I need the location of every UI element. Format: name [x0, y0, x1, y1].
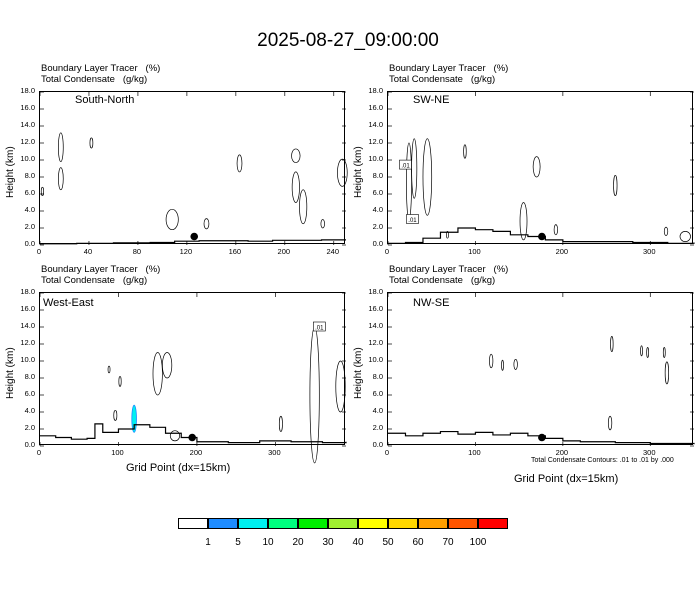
colorbar	[178, 518, 508, 529]
plot-frame-west-east	[39, 292, 345, 445]
colorbar-label: 60	[412, 537, 424, 548]
condensate-contour	[647, 347, 649, 357]
condensate-contour	[292, 149, 301, 163]
tracer-field-label: Boundary Layer Tracer (%)	[389, 63, 509, 74]
condensate-contour	[489, 354, 492, 368]
y-tick-label: 12.0	[20, 137, 35, 146]
x-tick-label: 200	[555, 448, 569, 457]
y-tick-label: 10.0	[20, 154, 35, 163]
y-tick-label: 0.0	[24, 239, 35, 248]
condensate-contour	[423, 139, 432, 216]
condensate-contour	[108, 366, 110, 373]
colorbar-swatch	[178, 518, 208, 529]
condensate-contour	[90, 138, 93, 148]
condensate-contour	[237, 155, 242, 172]
location-marker	[538, 233, 546, 241]
x-tick-label: 40	[83, 247, 93, 256]
panel-header-south-north	[41, 63, 160, 85]
location-marker	[190, 233, 198, 241]
y-axis-label: Height (km)	[5, 145, 16, 198]
y-tick-label: 10.0	[20, 355, 35, 364]
y-axis-label: Height (km)	[353, 145, 364, 198]
condensate-contour	[170, 431, 179, 441]
condensate-contour	[204, 219, 209, 229]
y-tick-label: 12.0	[20, 338, 35, 347]
condensate-contour	[114, 410, 117, 420]
condensate-contour	[292, 172, 299, 203]
y-tick-label: 14.0	[20, 120, 35, 129]
colorbar-swatch	[388, 518, 418, 529]
x-tick-label: 100	[468, 247, 481, 256]
y-tick-label: 8.0	[24, 171, 35, 180]
y-tick-label: 16.0	[20, 103, 35, 112]
x-axis-label: Grid Point (dx=15km)	[126, 462, 231, 474]
panel-label-west-east: West-East	[43, 297, 94, 309]
y-tick-label: 0.0	[372, 440, 383, 449]
condensate-contour	[58, 133, 63, 162]
svg-text:.01: .01	[315, 325, 324, 332]
condensate-contour	[406, 143, 411, 220]
y-tick-label: 16.0	[368, 103, 383, 112]
condensate-field-label: Total Condensate (g/kg)	[41, 275, 148, 286]
colorbar-swatch	[298, 518, 328, 529]
main-title: 2025-08-27_09:00:00	[257, 30, 439, 51]
y-tick-label: 18.0	[20, 287, 35, 296]
plot-frame-nw-se	[387, 292, 693, 445]
colorbar-label: 10	[262, 537, 274, 548]
y-tick-label: 16.0	[20, 304, 35, 313]
x-tick-label: 200	[277, 247, 291, 256]
y-tick-label: 4.0	[372, 406, 383, 415]
y-tick-label: 6.0	[24, 188, 35, 197]
svg-text:.01: .01	[401, 163, 410, 170]
x-tick-label: 200	[555, 247, 569, 256]
y-axis-label: Height (km)	[5, 346, 16, 399]
y-tick-label: 12.0	[368, 338, 383, 347]
y-tick-label: 8.0	[372, 372, 383, 381]
y-tick-label: 18.0	[368, 287, 383, 296]
x-tick-label: 300	[643, 247, 656, 256]
tracer-field-label: Boundary Layer Tracer (%)	[389, 264, 509, 275]
tracer-field-label: Boundary Layer Tracer (%)	[41, 264, 161, 275]
condensate-field-label: Total Condensate (g/kg)	[41, 74, 148, 85]
condensate-contour	[321, 220, 325, 229]
y-tick-label: 18.0	[368, 86, 383, 95]
colorbar-swatch	[328, 518, 358, 529]
condensate-contour	[337, 159, 347, 186]
y-tick-label: 6.0	[372, 188, 383, 197]
y-tick-label: 10.0	[368, 154, 383, 163]
y-tick-label: 2.0	[24, 222, 35, 231]
colorbar-label: 100	[469, 537, 487, 548]
condensate-contour	[310, 327, 319, 463]
location-marker	[538, 434, 546, 442]
x-tick-label: 200	[189, 448, 203, 457]
y-tick-label: 6.0	[372, 389, 383, 398]
y-tick-label: 16.0	[368, 304, 383, 313]
condensate-contour	[611, 336, 614, 351]
panel-header-nw-se	[389, 264, 508, 286]
y-tick-label: 0.0	[24, 440, 35, 449]
condensate-contour	[336, 361, 345, 412]
tracer-field-label: Boundary Layer Tracer (%)	[41, 63, 161, 74]
y-tick-label: 4.0	[372, 205, 383, 214]
colorbar-swatch	[208, 518, 238, 529]
panel-header-sw-ne	[389, 63, 508, 85]
colorbar-label: 20	[292, 537, 304, 548]
panel-header-west-east	[41, 264, 160, 286]
condensate-contour	[153, 353, 162, 396]
condensate-contour	[502, 360, 504, 370]
x-tick-label: 240	[326, 247, 339, 256]
y-tick-label: 14.0	[368, 321, 383, 330]
condensate-field-label: Total Condensate (g/kg)	[389, 74, 496, 85]
condensate-contour	[680, 231, 690, 241]
y-tick-label: 14.0	[20, 321, 35, 330]
y-axis-label: Height (km)	[353, 346, 364, 399]
colorbar-swatch	[268, 518, 298, 529]
condensate-contour	[299, 190, 306, 224]
condensate-contour	[41, 187, 43, 196]
condensate-contour	[464, 145, 467, 159]
plot-svg-nw-se	[388, 293, 694, 446]
x-tick-label: 300	[268, 448, 281, 457]
svg-text:.01: .01	[408, 218, 417, 224]
colorbar-label: 70	[442, 537, 454, 548]
y-tick-label: 6.0	[24, 389, 35, 398]
colorbar-label: 40	[352, 537, 364, 548]
x-axis-label: Grid Point (dx=15km)	[514, 473, 619, 485]
contour-label	[406, 215, 418, 225]
colorbar-swatch	[418, 518, 448, 529]
y-tick-label: 2.0	[24, 423, 35, 432]
y-tick-label: 4.0	[24, 406, 35, 415]
colorbar-label: 1	[205, 537, 211, 548]
condensate-contour	[665, 362, 668, 384]
y-tick-label: 10.0	[368, 355, 383, 364]
plot-frame-south-north	[39, 91, 345, 244]
colorbar-swatch	[238, 518, 268, 529]
y-tick-label: 4.0	[24, 205, 35, 214]
plot-svg-west-east	[40, 293, 346, 446]
plot-svg-sw-ne	[388, 92, 694, 245]
condensate-contour	[279, 416, 282, 431]
condensate-contour	[664, 227, 667, 236]
condensate-contour	[119, 376, 121, 386]
y-tick-label: 2.0	[372, 222, 383, 231]
x-tick-label: 0	[36, 247, 42, 256]
contour-label	[399, 160, 411, 170]
x-tick-label: 100	[111, 448, 124, 457]
condensate-contour	[162, 353, 171, 379]
colorbar-swatch	[478, 518, 508, 529]
x-tick-label: 0	[36, 448, 42, 457]
condensate-contour	[533, 157, 540, 177]
contour-label	[313, 322, 325, 332]
location-marker	[188, 434, 196, 442]
x-tick-label: 80	[132, 247, 142, 256]
x-tick-label: 0	[384, 448, 390, 457]
condensate-contour	[58, 168, 63, 190]
y-tick-label: 0.0	[372, 239, 383, 248]
terrain-line	[40, 240, 346, 244]
condensate-contour	[614, 175, 617, 195]
panel-label-nw-se: NW-SE	[413, 297, 450, 309]
x-tick-label: 100	[468, 448, 481, 457]
x-tick-label: 0	[384, 247, 390, 256]
plot-svg-south-north	[40, 92, 346, 245]
colorbar-swatch	[358, 518, 388, 529]
colorbar-swatch	[448, 518, 478, 529]
colorbar-label: 50	[382, 537, 394, 548]
y-tick-label: 14.0	[368, 120, 383, 129]
condensate-contour	[663, 347, 665, 357]
condensate-contour	[554, 225, 557, 235]
x-tick-label: 120	[179, 247, 193, 256]
y-tick-label: 8.0	[372, 171, 383, 180]
condensate-contour	[514, 359, 517, 369]
condensate-contour	[641, 346, 643, 356]
contour-footnote: Total Condensate Contours: .01 to .01 by .000	[531, 457, 674, 464]
colorbar-label: 30	[322, 537, 334, 548]
y-tick-label: 12.0	[368, 137, 383, 146]
condensate-contour	[608, 416, 611, 430]
panel-label-south-north: South-North	[75, 94, 135, 106]
x-tick-label: 160	[228, 247, 242, 256]
condensate-contour	[166, 209, 178, 229]
y-tick-label: 2.0	[372, 423, 383, 432]
colorbar-label: 5	[235, 537, 241, 548]
condensate-field-label: Total Condensate (g/kg)	[389, 275, 496, 286]
plot-frame-sw-ne	[387, 91, 693, 244]
x-tick-label: 300	[643, 448, 656, 457]
panel-label-sw-ne: SW-NE	[413, 94, 450, 106]
condensate-contour	[412, 139, 417, 199]
y-tick-label: 18.0	[20, 86, 35, 95]
y-tick-label: 8.0	[24, 372, 35, 381]
